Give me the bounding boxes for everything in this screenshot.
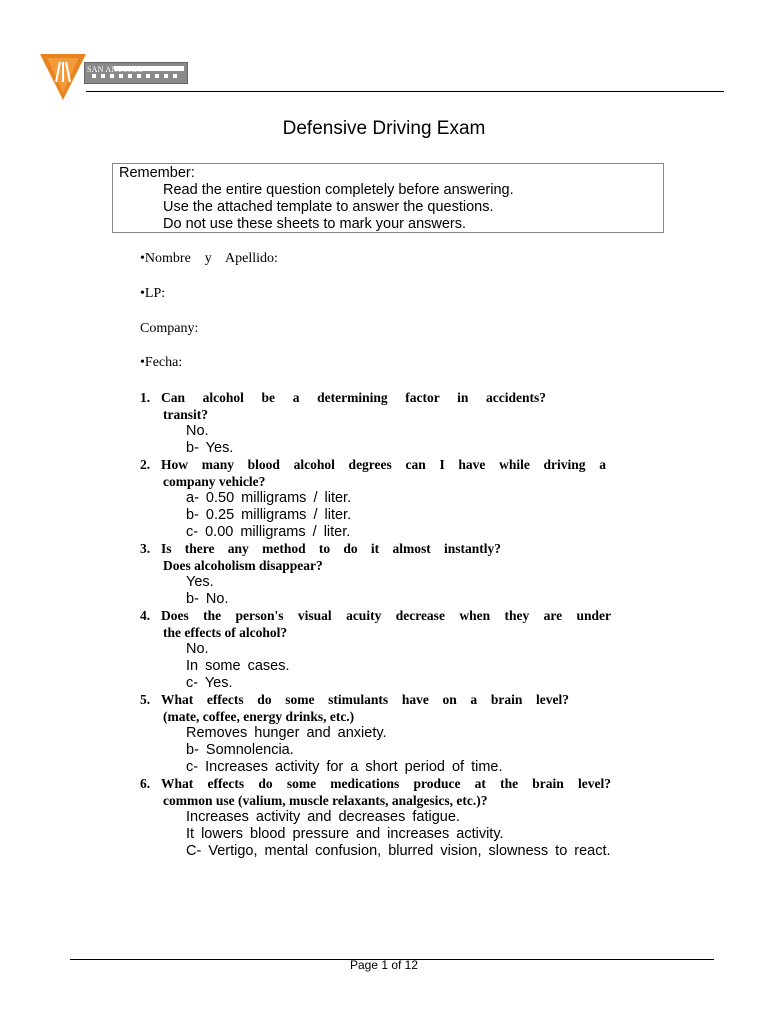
question-text: Does the person's visual acuity decrease when they are under — [161, 608, 611, 623]
question-number: 5. — [140, 692, 151, 707]
question-text: How many blood alcohol degrees can I have while driving a — [161, 457, 606, 472]
answer-option: b- No. — [186, 591, 229, 607]
answer-option: It lowers blood pressure and increases activity. — [186, 826, 504, 842]
remember-heading: Remember: — [119, 165, 195, 181]
logo-text: SAN ANTONIC — [87, 65, 143, 74]
answer-option: No. — [186, 423, 209, 439]
answer-option: Removes hunger and anxiety. — [186, 725, 387, 741]
question-text: What effects do some stimulants have on a brain level? — [161, 692, 569, 707]
question-number: 1. — [140, 390, 151, 405]
page-title: Defensive Driving Exam — [282, 118, 486, 139]
question-continuation: common use (valium, muscle relaxants, analgesics, etc.)? — [163, 793, 488, 808]
answer-option: Yes. — [186, 574, 214, 590]
answer-option: a- 0.50 milligrams / liter. — [186, 490, 352, 506]
field-name: •Nombre y Apellido: — [140, 251, 278, 266]
field-company: Company: — [140, 321, 199, 336]
field-lp: •LP: — [140, 286, 166, 301]
question-continuation: Does alcoholism disappear? — [163, 558, 323, 573]
answer-option: In some cases. — [186, 658, 290, 674]
question-number: 4. — [140, 608, 151, 623]
answer-option: c- Increases activity for a short period of time. — [186, 759, 503, 775]
field-date: •Fecha: — [140, 355, 183, 370]
page-number: Page 1 of 12 — [349, 958, 419, 972]
question-text: Can alcohol be a determining factor in accidents? — [161, 390, 546, 405]
question-number: 3. — [140, 541, 151, 556]
answer-option: Increases activity and decreases fatigue. — [186, 809, 460, 825]
remember-line: Use the attached template to answer the questions. — [163, 199, 494, 215]
question-text: Is there any method to do it almost instantly? — [161, 541, 501, 556]
question-continuation: transit? — [163, 407, 208, 422]
logo-subtext — [92, 74, 182, 78]
question-number: 6. — [140, 776, 151, 791]
remember-box — [112, 163, 664, 233]
logo-triangle-icon — [40, 52, 88, 102]
answer-option: b- 0.25 milligrams / liter. — [186, 507, 352, 523]
answer-option: No. — [186, 641, 209, 657]
answer-option: b- Yes. — [186, 440, 234, 456]
question-continuation: company vehicle? — [163, 474, 266, 489]
company-logo — [40, 52, 190, 102]
answer-option: C- Vertigo, mental confusion, blurred vision, slowness to react. — [186, 843, 611, 859]
answer-option: b- Somnolencia. — [186, 742, 294, 758]
question-continuation: the effects of alcohol? — [163, 625, 288, 640]
remember-line: Do not use these sheets to mark your answers. — [163, 216, 467, 232]
remember-line: Read the entire question completely before answering. — [163, 182, 514, 198]
header-rule — [86, 91, 724, 92]
question-continuation: (mate, coffee, energy drinks, etc.) — [163, 709, 355, 724]
answer-option: c- 0.00 milligrams / liter. — [186, 524, 351, 540]
question-text: What effects do some medications produce at the brain level? — [161, 776, 611, 791]
answer-option: c- Yes. — [186, 675, 233, 691]
question-number: 2. — [140, 457, 151, 472]
